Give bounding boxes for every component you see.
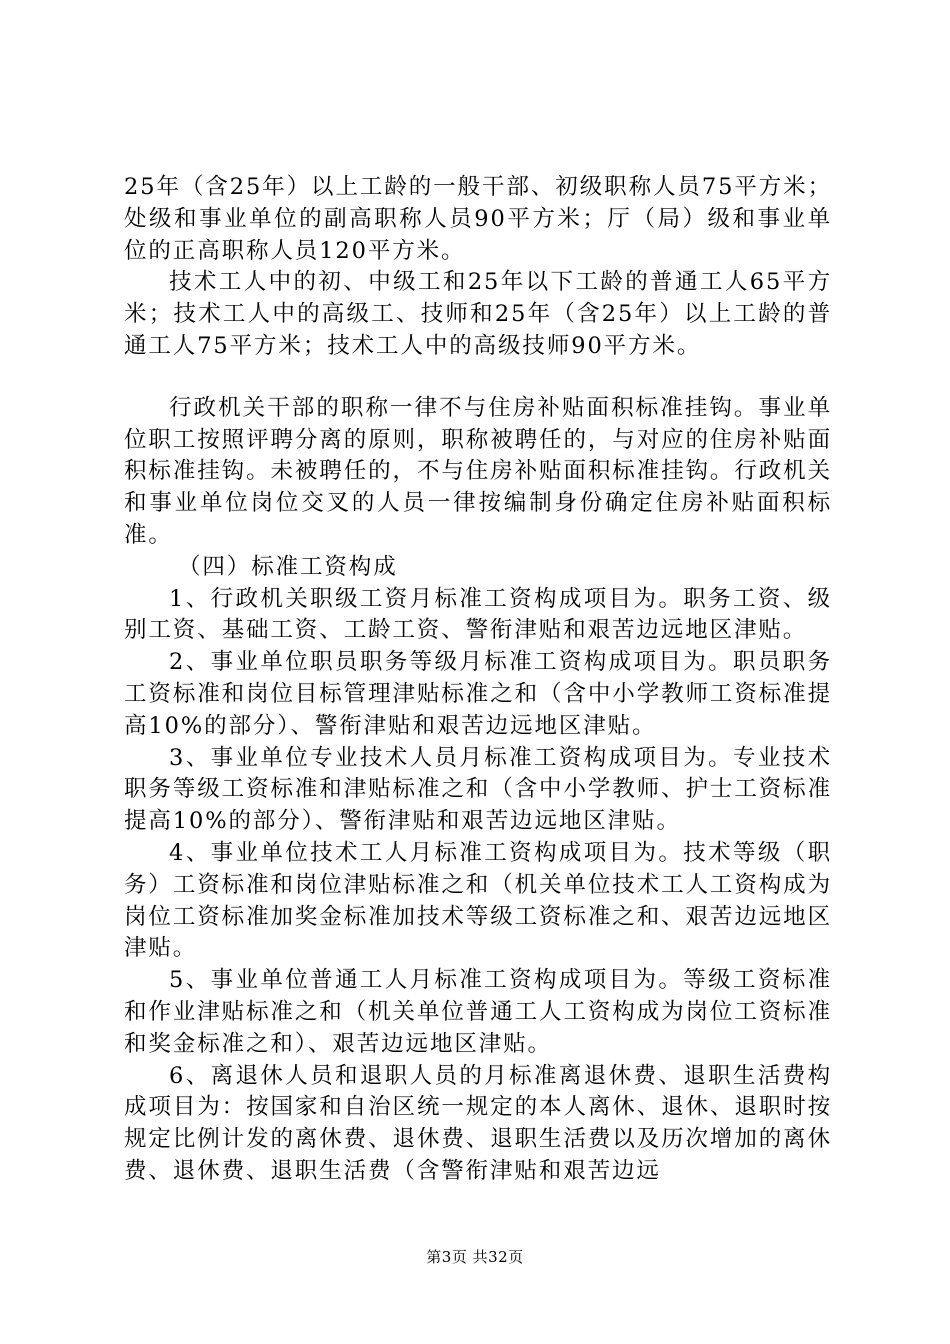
section-heading-standard-wage: （四）标准工资构成: [178, 553, 398, 580]
paragraph-title-linkage: 行政机关干部的职称一律不与住房补贴面积标准挂钩。事业单位职工按照评聘分离的原则，职称被聘任的，与对应的住房补贴面积标准挂钩。未被聘任的，不与住房补贴面积标准挂钩。行政机关和事业单位岗位交叉的人员一律按编制身份确定住房补贴面积标准。: [124, 394, 832, 548]
list-item-wage-4: 4、事业单位技术工人月标准工资构成项目为。技术等级（职务）工资标准和岗位津贴标准之和（机关单位技术工人工资构成为岗位工资标准加奖金标准加技术等级工资标准之和、艰苦边远地区津贴。: [124, 839, 832, 962]
list-item-wage-3: 3、事业单位专业技术人员月标准工资构成项目为。专业技术职务等级工资标准和津贴标准之和（含中小学教师、护士工资标准提高10%的部分）、警衔津贴和艰苦边远地区津贴。: [124, 744, 832, 835]
page-number-footer: 第3页 共32页: [426, 1248, 524, 1266]
list-item-wage-5: 5、事业单位普通工人月标准工资构成项目为。等级工资标准和作业津贴标准之和（机关单位普通工人工资构成为岗位工资标准和奖金标准之和）、艰苦边远地区津贴。: [124, 967, 832, 1057]
paragraph-housing-area-cadres: 25年（含25年）以上工龄的一般干部、初级职称人员75平方米；处级和事业单位的副高职称人员90平方米；厅（局）级和事业单位的正高职称人员120平方米。: [124, 174, 832, 264]
list-item-wage-2: 2、事业单位职员职务等级月标准工资构成项目为。职员职务工资标准和岗位目标管理津贴标准之和（含中小学教师工资标准提高10%的部分）、警衔津贴和艰苦边远地区津贴。: [124, 649, 832, 739]
list-item-wage-1: 1、行政机关职级工资月标准工资构成项目为。职务工资、级别工资、基础工资、工龄工资、警衔津贴和艰苦边远地区津贴。: [124, 585, 832, 644]
document-body: [124, 172, 832, 1188]
list-item-wage-6: 6、离退休人员和退职人员的月标准离退休费、退职生活费构成项目为：按国家和自治区统一规定的本人离休、退休、退职时按规定比例计发的离休费、退休费、退职生活费以及历次增加的离休费、退休费、退职生活费（含警衔津贴和艰苦边远: [124, 1062, 832, 1184]
paragraph-housing-area-workers: 技术工人中的初、中级工和25年以下工龄的普通工人65平方米；技术工人中的高级工、技师和25年（含25年）以上工龄的普通工人75平方米；技术工人中的高级技师90平方米。: [124, 269, 832, 359]
